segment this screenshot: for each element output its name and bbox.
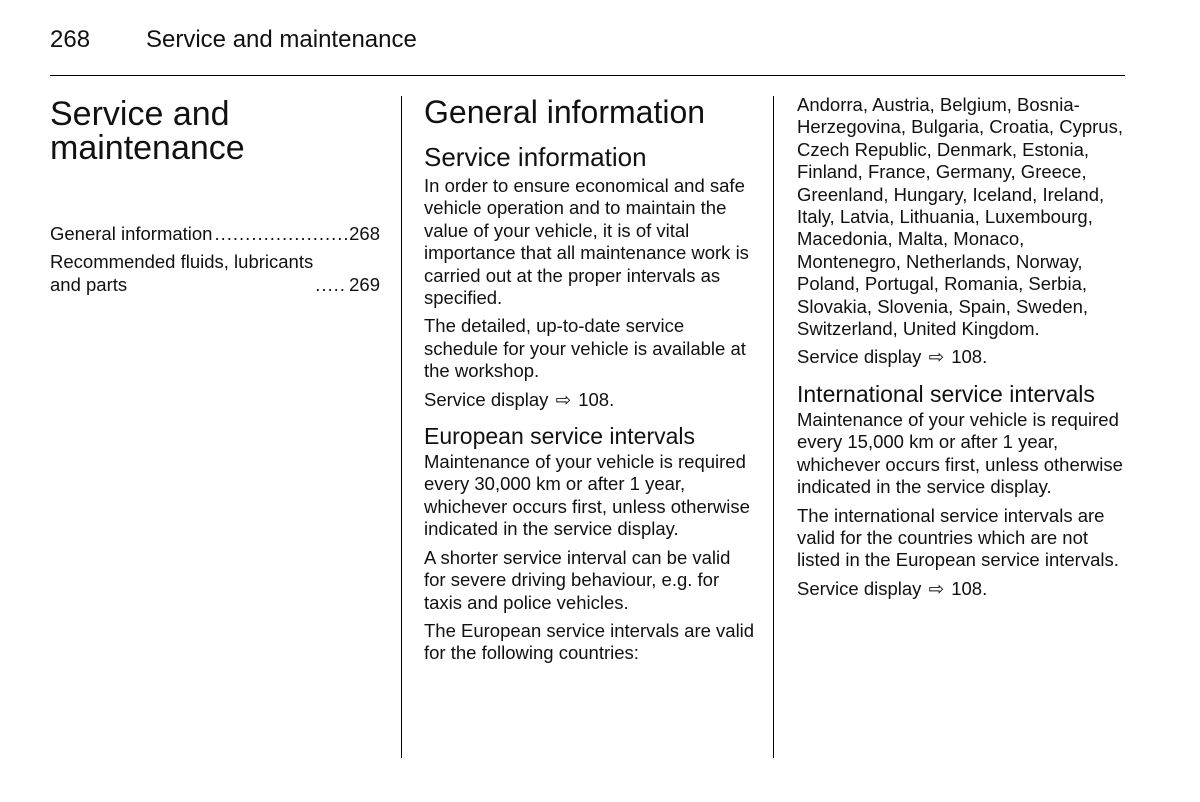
page-header [50, 24, 417, 56]
toc-entry-page: 269 [349, 273, 380, 295]
service-information-heading: Service information [424, 142, 647, 172]
toc-entry-page: 268 [349, 223, 380, 244]
chapter-title: Service and maintenance [50, 95, 245, 167]
european-countries-intro: The European service intervals are valid for the following countries: [424, 619, 755, 664]
service-schedule-paragraph: The detailed, up-to-date service schedule for your vehicle is available at the workshop. [424, 315, 746, 382]
running-chapter-title: Service and maintenance [146, 26, 417, 53]
service-information-paragraph: In order to ensure economical and safe vehicle operation and to maintain the value of your vehicle, it is of vital importance that all maintenance work is carried out at the proper intervals as specified. [424, 175, 749, 309]
toc-entry-label: General information [50, 223, 213, 244]
toc-entry-recommended-fluids[interactable] [50, 251, 380, 296]
xref-label: Service display [797, 346, 922, 368]
page-number: 268 [50, 26, 91, 53]
european-countries-list: Andorra, Austria, Belgium, Bosnia-Herzegovina, Bulgaria, Croatia, Cyprus, Czech Republic, Denmark, Estonia, Finland, France, Germany, Greece, Greenland, Hungary, Iceland, Ireland, Italy, Latvia, Lithuania, Luxembourg, Macedonia, Malta, Monaco, Montenegro, Netherlands, Norway, Poland, Portugal, Romania, Serbia, Slovakia, Slovenia, Spain, Sweden, Switzerland, United Kingdom. [797, 94, 1123, 340]
xref-page: 108. [578, 388, 615, 410]
service-display-reference[interactable] [424, 389, 756, 411]
shorter-interval-paragraph: A shorter service interval can be valid for severe driving behaviour, e.g. for taxis and police vehicles. [424, 546, 731, 613]
toc-entry-label: Recommended fluids, lubricants and parts [50, 251, 314, 295]
international-validity-paragraph: The international service intervals are valid for the countries which are not listed in the European service intervals. [797, 504, 1119, 571]
service-display-reference[interactable] [797, 578, 1127, 600]
service-display-reference[interactable] [797, 346, 1127, 368]
chapter-column [50, 94, 380, 302]
xref-arrow-icon: ⇨ [928, 577, 945, 599]
xref-page: 108. [951, 577, 988, 599]
xref-arrow-icon: ⇨ [555, 388, 572, 410]
international-intervals-heading: International service intervals [797, 380, 1095, 407]
right-column [797, 94, 1127, 606]
column-divider-left [401, 96, 402, 758]
xref-arrow-icon: ⇨ [928, 346, 945, 368]
toc-entry-general-information[interactable] [50, 223, 380, 245]
table-of-contents [50, 223, 380, 296]
toc-leader-dots [214, 223, 347, 245]
main-column [424, 94, 756, 671]
xref-label: Service display [424, 388, 549, 410]
european-intervals-paragraph: Maintenance of your vehicle is required every 30,000 km or after 1 year, whichever occurs first, unless otherwise indicated in the service display. [424, 451, 750, 540]
header-divider [50, 75, 1125, 76]
xref-page: 108. [951, 346, 988, 368]
international-intervals-paragraph: Maintenance of your vehicle is required every 15,000 km or after 1 year, whichever occurs first, unless otherwise indicated in the service display. [797, 408, 1123, 498]
column-divider-right [773, 96, 774, 758]
xref-label: Service display [797, 577, 922, 599]
toc-leader-dots [315, 274, 347, 296]
section-title: General information [424, 94, 706, 130]
european-intervals-heading: European service intervals [424, 423, 696, 450]
